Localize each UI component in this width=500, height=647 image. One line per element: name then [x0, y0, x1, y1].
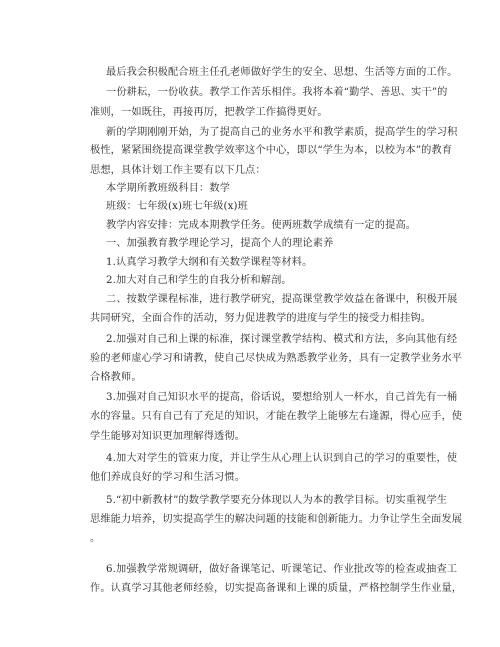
list-item: 3.加强对自己知识水平的提高，俗话说，要想给别人一杯水，自己首先有一桶 [106, 392, 458, 403]
list-item: 4.加大对学生的管束力度，并让学生从心理上认识到自己的学习的重要性，使 [106, 453, 458, 464]
paragraph-line: 本学期所教班级科目：数学 [106, 183, 231, 194]
list-item: 6.加强教学常规调研，做好备课笔记、听课笔记、作业批改等的检查或抽查工 [106, 564, 458, 575]
paragraph-line: 共同研究，全面合作的活动，努力促进教学的进度与学生的接受力相挂钩。 [90, 313, 432, 324]
paragraph-line: 准则，一如既往，再接再厉，把教学工作搞得更好。 [90, 107, 328, 118]
paragraph-line: 合格教师。 [90, 372, 142, 383]
list-item: 1.认真学习教学大纲和有关数学课程等材料。 [106, 257, 313, 268]
paragraph-line: 思维能力培养，切实提高学生的解决问题的技能和创新能力。力争让学生全面发展 [90, 514, 463, 525]
section-heading: 一、加强教育教学理论学习，提高个人的理论素养 [106, 238, 334, 249]
list-item: 2.加强对自己和上课的标准，探讨课堂教学结构、模式和方法，多向其他有经 [106, 334, 458, 345]
paragraph-line: 新的学期刚刚开始，为了提高自己的业务水平和教学素质，提高学生的学习积 [106, 127, 458, 138]
paragraph-line: 他们养成良好的学习和生活习惯。 [90, 472, 246, 483]
list-item: 5.“初中新教材”的数学教学要充分体现以人为本的教学目标。切实重视学生 [106, 495, 448, 506]
paragraph-line: 最后我会积极配合班主任孔老师做好学生的安全、思想、生活等方面的工作。 [106, 67, 458, 78]
paragraph-line: 思想，具体计划工作主要有以下几点： [90, 165, 266, 176]
paragraph-line: 作。认真学习其他老师经验，切实提高备课和上课的质量，严格控制学生作业量， [90, 583, 463, 594]
paragraph-line: 教学内容安排：完成本期教学任务。使两班数学成绩有一定的提高。 [106, 220, 417, 231]
section-heading: 二、按数学课程标准，进行教学研究，提高课堂教学效益在备课中，积极开展 [106, 294, 458, 305]
paragraph-line: 学生能够对知识更加理解得透彻。 [90, 431, 246, 442]
paragraph-line: 班级：七年级(x)班七年级(x)班 [106, 201, 249, 212]
paragraph-line: 极性，紧紧围绕提高课堂教学效率这个中心，即以“学生为本，以校为本”的教育 [90, 145, 453, 156]
paragraph-line: 。 [90, 533, 101, 544]
list-item: 2.加大对自己和学生的自我分析和解剖。 [106, 275, 292, 286]
paragraph-line: 一份耕耘，一份收获。教学工作苦乐相伴。我将本着“勤学、善思、实干”的 [106, 87, 448, 98]
paragraph-line: 验的老师虚心学习和请教，使自己尽快成为熟悉教学业务，具有一定教学业务水平 [90, 353, 463, 364]
paragraph-line: 水的容量。只有自己有了充足的知识，才能在教学上能够左右逢源，得心应手，使 [90, 411, 463, 422]
